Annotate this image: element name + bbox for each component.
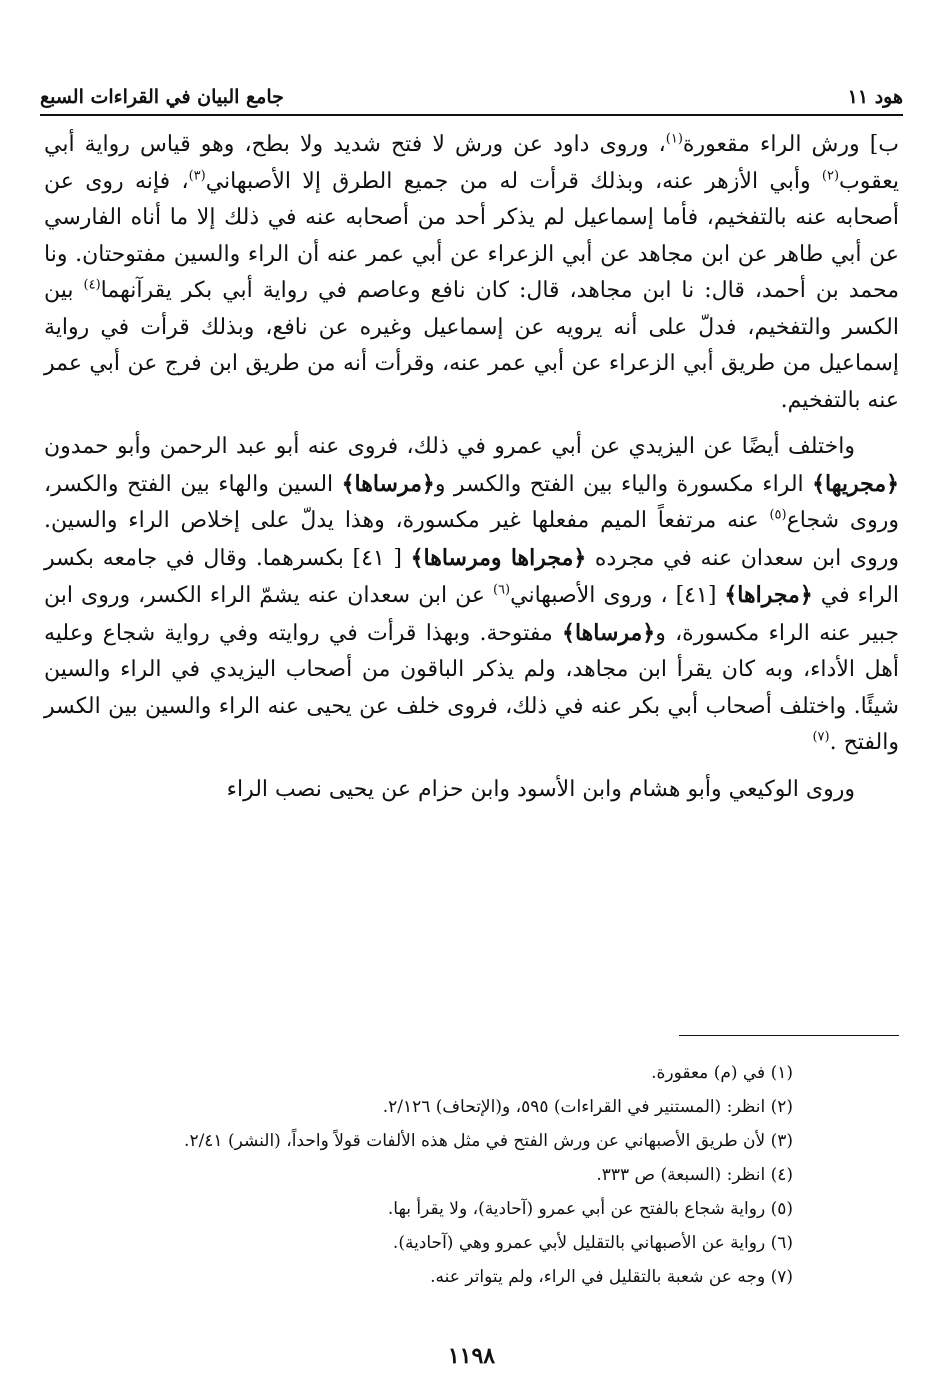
footnote-5: (٥) رواية شجاع بالفتح عن أبي عمرو (آحادية)، ولا يقرأ بها. <box>387 1199 793 1219</box>
footnote-divider <box>679 1035 899 1036</box>
text-run: [٤١] ، وروى الأصبهاني <box>510 583 725 608</box>
footnote-ref-4[interactable]: (٤) <box>83 277 101 293</box>
footnote-6: (٦) رواية عن الأصبهاني بالتقليل لأبي عمرو وهي (آحادية). <box>392 1233 793 1253</box>
text-run: بين الكسر والتفخيم، فدلّ على أنه يرويه عن إسماعيل وغيره عن نافع، وبذلك قرأت في رواية إسماعيل من طريق أبي الزعراء عن أبي عمر عنه، وقرأت أنه من طريق ابن فرج عن أبي عمر عنه بالتفخيم. <box>44 278 899 413</box>
footnote-ref-1[interactable]: (١) <box>665 131 683 147</box>
text-run: [ ٤١] بكسرهما. وقال في جامعه بكسر الراء في <box>44 545 899 608</box>
footnote-ref-2[interactable]: (٢) <box>821 168 840 184</box>
main-text <box>44 127 899 818</box>
quran-quote: ﴿مجريها﴾ <box>812 470 899 497</box>
quran-quote: ﴿مرساها﴾ <box>562 619 656 646</box>
footnote-7: (٧) وجه عن شعبة بالتقليل في الراء، ولم يتواتر عنه. <box>430 1267 793 1287</box>
paragraph-3: وروى الوكيعي وأبو هشام وابن الأسود وابن حزام عن يحيى نصب الراء <box>226 776 855 802</box>
footnote-1: (١) في (م) معقورة. <box>651 1063 793 1083</box>
footnote-3: (٣) لأن طريق الأصبهاني عن ورش الفتح في مثل هذه الألفات قولاً واحداً، (النشر) ٢/٤١. <box>184 1131 793 1151</box>
quran-quote: ﴿مرساها﴾ <box>341 470 435 497</box>
quran-quote: ﴿مجراها﴾ <box>724 582 813 608</box>
footnote-4: (٤) انظر: (السبعة) ص ٣٣٣. <box>596 1165 793 1185</box>
footnotes <box>44 1056 793 1294</box>
text-run: واختلف أيضًا عن اليزيدي عن أبي عمرو في ذلك، فروى عنه أبو عبد الرحمن وأبو حمدون <box>44 434 855 459</box>
text-run: عن ابن سعدان عنه يشمّ الراء الكسر، وروى ابن جبير عنه الراء مكسورة، و <box>44 583 899 646</box>
paragraph-1 <box>44 127 899 419</box>
footnote-ref-7[interactable]: (٧) <box>812 729 830 745</box>
page-number: ١١٩٨ <box>447 1343 496 1369</box>
paragraph-2 <box>44 429 899 762</box>
quran-quote: ﴿مجراها ومرساها﴾ <box>410 544 587 571</box>
text-run: الراء مكسورة والياء بين الفتح والكسر و <box>434 471 813 497</box>
text-run: ، وروى داود عن ورش لا فتح شديد ولا بطح، وهو قياس رواية أبي يعقوب <box>44 132 899 194</box>
footnote-ref-5[interactable]: (٥) <box>769 507 787 523</box>
text-run: وأبي الأزهر عنه، وبذلك قرأت له من جميع الطرق إلا الأصبهاني <box>205 168 822 194</box>
footnote-2: (٢) انظر: (المستنير في القراءات) ٥٩٥، و(الإتحاف) ٢/١٢٦. <box>382 1097 793 1117</box>
running-header <box>40 74 903 116</box>
book-title: جامع البيان في القراءات السبع <box>40 86 284 108</box>
chapter-label: هود ١١ <box>847 86 903 108</box>
text-run: ب] ورش الراء مقعورة <box>682 132 899 157</box>
footnote-ref-6[interactable]: (٦) <box>492 582 511 598</box>
text-run: مفتوحة. وبهذا قرأت في روايته وفي رواية شجاع وعليه أهل الأداء، وبه كان يقرأ ابن مجاهد، ولم يذكر الباقون من أصحاب اليزيدي في الراء والسين شيئًا. واختلف أصحاب أبي بكر عنه في ذلك، فروى خلف عن يحيى عنه الراء والسين بين الكسر والفتح . <box>44 620 899 755</box>
text-run: السين والهاء بين الفتح والكسر، وروى شجاع <box>44 471 899 533</box>
text-run: ، فإنه روى عن أصحابه عنه بالتفخيم، فأما إسماعيل لم يذكر أحد من أصحابه عنه في ذلك إلا ما أناه الفارسي عن أبي طاهر عن ابن مجاهد عن أبي الزعراء عن أبي عمر عنه أن الراء والسين مفتوحتان. ونا محمد بن أحمد، قال: نا ابن مجاهد، قال: كان نافع وعاصم في رواية أبي بكر يقرآنهما <box>44 168 899 303</box>
footnote-ref-3[interactable]: (٣) <box>188 168 206 184</box>
text-run: عنه مرتفعاً الميم مفعلها غير مكسورة، وهذا يدلّ على إخلاص الراء والسين. وروى ابن سعدان عنه في مجرده <box>44 508 899 571</box>
